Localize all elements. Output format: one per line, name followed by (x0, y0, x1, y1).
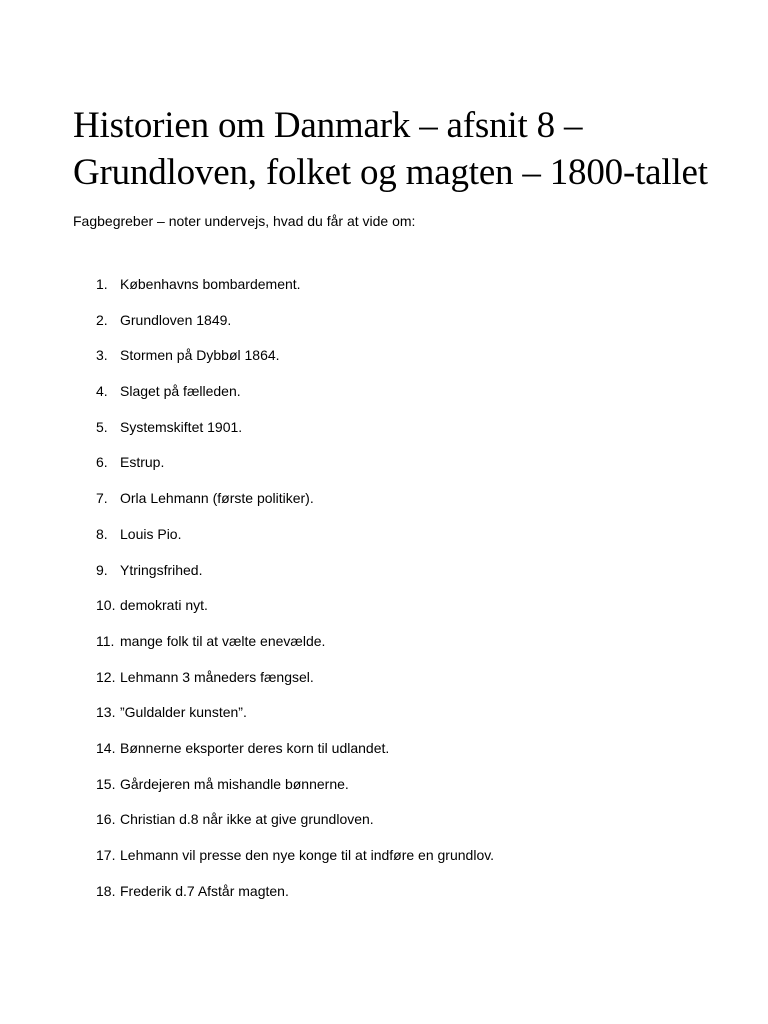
list-item-number: 11. (96, 632, 115, 649)
list-item (0, 667, 768, 703)
list-item-number: 6. (96, 454, 108, 471)
list-item (0, 845, 768, 881)
list-item-text: Ytringsfrihed. (120, 561, 203, 578)
list-item-number: 10. (96, 597, 116, 614)
list-item-number: 14. (96, 739, 116, 756)
list-item-text: Louis Pio. (120, 525, 182, 542)
list-item-text: Lehmann vil presse den nye konge til at indføre en grundlov. (120, 847, 495, 863)
list-item-text: ”Guldalder kunsten”. (120, 704, 247, 721)
list-item-number: 18. (96, 882, 116, 899)
list-item-text: Københavns bombardement. (120, 276, 301, 292)
list-item-number: 4. (96, 383, 108, 400)
list-item-number: 7. (96, 490, 108, 507)
list-item (0, 488, 768, 524)
list-item-text: demokrati nyt. (120, 597, 208, 614)
title-line-1: Historien om Danmark – afsnit 8 – (73, 105, 583, 146)
list-item-text: Slaget på fælleden. (120, 383, 241, 400)
list-item (0, 524, 768, 560)
list-item (0, 702, 768, 738)
list-item-text: Frederik d.7 Afstår magten. (120, 882, 289, 899)
list-item-text: mange folk til at vælte enevælde. (120, 632, 326, 649)
list-item (0, 310, 768, 346)
list-item (0, 381, 768, 417)
list-item-number: 8. (96, 525, 108, 542)
list-item (0, 595, 768, 631)
list-item-text: Lehmann 3 måneders fængsel. (120, 668, 314, 685)
intro-text: Fagbegreber – noter undervejs, hvad du får at vide om: (73, 213, 416, 229)
list-item (0, 452, 768, 488)
list-item-number: 1. (96, 276, 108, 292)
list-item-number: 9. (96, 561, 108, 578)
list-item-number: 5. (96, 418, 108, 435)
list-item-number: 2. (96, 311, 108, 328)
list-item-number: 3. (96, 347, 108, 364)
list-item-number: 16. (96, 811, 116, 828)
list-item-text: Estrup. (120, 454, 165, 471)
title-line-2: Grundloven, folket og magten – 1800-tallet (73, 152, 708, 193)
list-item-text: Grundloven 1849. (120, 311, 232, 328)
list-item (0, 417, 768, 453)
list-item (0, 345, 768, 381)
list-item-number: 13. (96, 704, 116, 721)
list-item-number: 15. (96, 775, 116, 792)
list-item (0, 738, 768, 774)
list-item-text: Gårdejeren må mishandle bønnerne. (120, 775, 349, 792)
list-item (0, 809, 768, 845)
list-item (0, 560, 768, 596)
list-item (0, 274, 768, 310)
list-item (0, 774, 768, 810)
list-item (0, 631, 768, 667)
list-item-text: Stormen på Dybbøl 1864. (120, 347, 280, 364)
list-item-text: Orla Lehmann (første politiker). (120, 490, 314, 507)
list-item-text: Bønnerne eksporter deres korn til udlandet. (120, 739, 390, 756)
list-item (0, 881, 768, 917)
list-item-number: 12. (96, 668, 116, 685)
document-title (73, 102, 733, 196)
list-item-number: 17. (96, 847, 116, 863)
list-item-text: Systemskiftet 1901. (120, 418, 243, 435)
numbered-list (0, 274, 768, 916)
list-item-text: Christian d.8 når ikke at give grundloven. (120, 811, 374, 828)
